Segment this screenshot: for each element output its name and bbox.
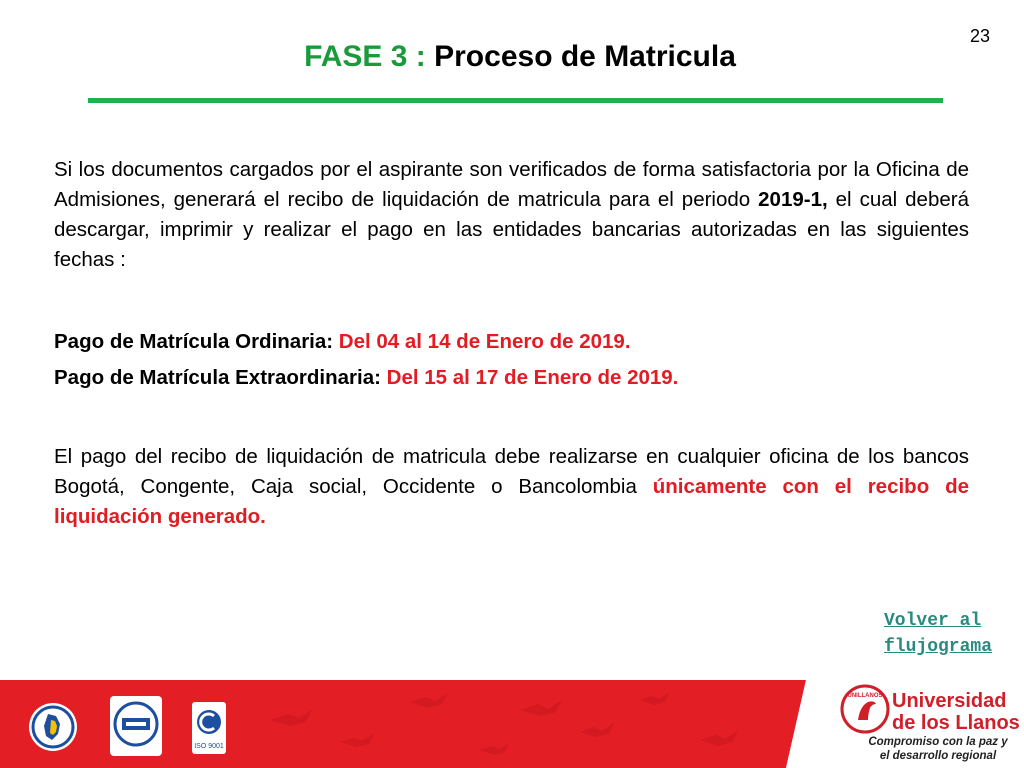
intro-text-2: el cual deberá descargar, imprimir y realizar el pago en las entidades bancarias autorizadas en las siguientes fechas :	[54, 188, 969, 271]
certification-logo-3	[192, 702, 226, 754]
payment-ordinary	[54, 327, 969, 357]
certification-logo-2	[110, 696, 162, 756]
title-text: Proceso de Matricula	[434, 40, 736, 73]
seal-label: UNILLANOS	[847, 693, 883, 699]
intro-text-1: Si los documentos cargados por el aspirante son verificados de forma satisfactoria por la Oficina de Admisiones, generará el recibo de liquidación de matricula para el periodo	[54, 158, 969, 211]
closing-emphasis: únicamente con el recibo de liquidación generado.	[54, 475, 970, 528]
university-seal	[840, 684, 890, 734]
payment-ordinary-dates: Del 04 al 14 de Enero de 2019.	[338, 330, 631, 353]
intro-paragraph	[54, 155, 969, 275]
payment-extraordinary	[54, 363, 969, 393]
slide-number: 23	[969, 26, 990, 46]
back-to-flowchart-link[interactable]	[884, 608, 1022, 660]
icontec-certificate-icon	[192, 702, 226, 754]
back-link-line-2: flujograma	[884, 637, 993, 657]
payment-extraordinary-label: Pago de Matrícula Extraordinaria:	[54, 366, 381, 389]
intro-period: 2019-1,	[758, 188, 828, 211]
certification-logo-1	[28, 702, 78, 752]
colombia-map-seal-icon	[28, 702, 78, 752]
title-phase: FASE 3	[304, 40, 408, 73]
slogan-line-1: Compromiso con la paz y	[868, 736, 1008, 748]
slogan-line-2: el desarrollo regional	[879, 750, 997, 762]
payment-ordinary-label: Pago de Matrícula Ordinaria:	[54, 330, 334, 353]
university-name-line-1: Universidad	[892, 690, 1007, 712]
slide-title	[0, 40, 1024, 74]
title-underline	[88, 98, 943, 103]
unillanos-seal-icon	[840, 684, 890, 734]
university-slogan	[858, 735, 1018, 763]
iqnet-certificate-icon	[110, 696, 162, 756]
payment-extraordinary-dates: Del 15 al 17 de Enero de 2019.	[386, 366, 679, 389]
closing-paragraph	[54, 442, 981, 532]
closing-text: El pago del recibo de liquidación de matricula debe realizarse en cualquier oficina de los bancos Bogotá, Congente, Caja social, Occidente o Bancolombia	[54, 445, 981, 498]
university-name-line-2: de los Llanos	[892, 712, 1020, 734]
back-link-line-1: Volver al	[884, 611, 982, 631]
university-name	[892, 690, 1020, 734]
title-separator: :	[407, 40, 435, 73]
cert-3-label: ISO 9001	[194, 743, 224, 750]
